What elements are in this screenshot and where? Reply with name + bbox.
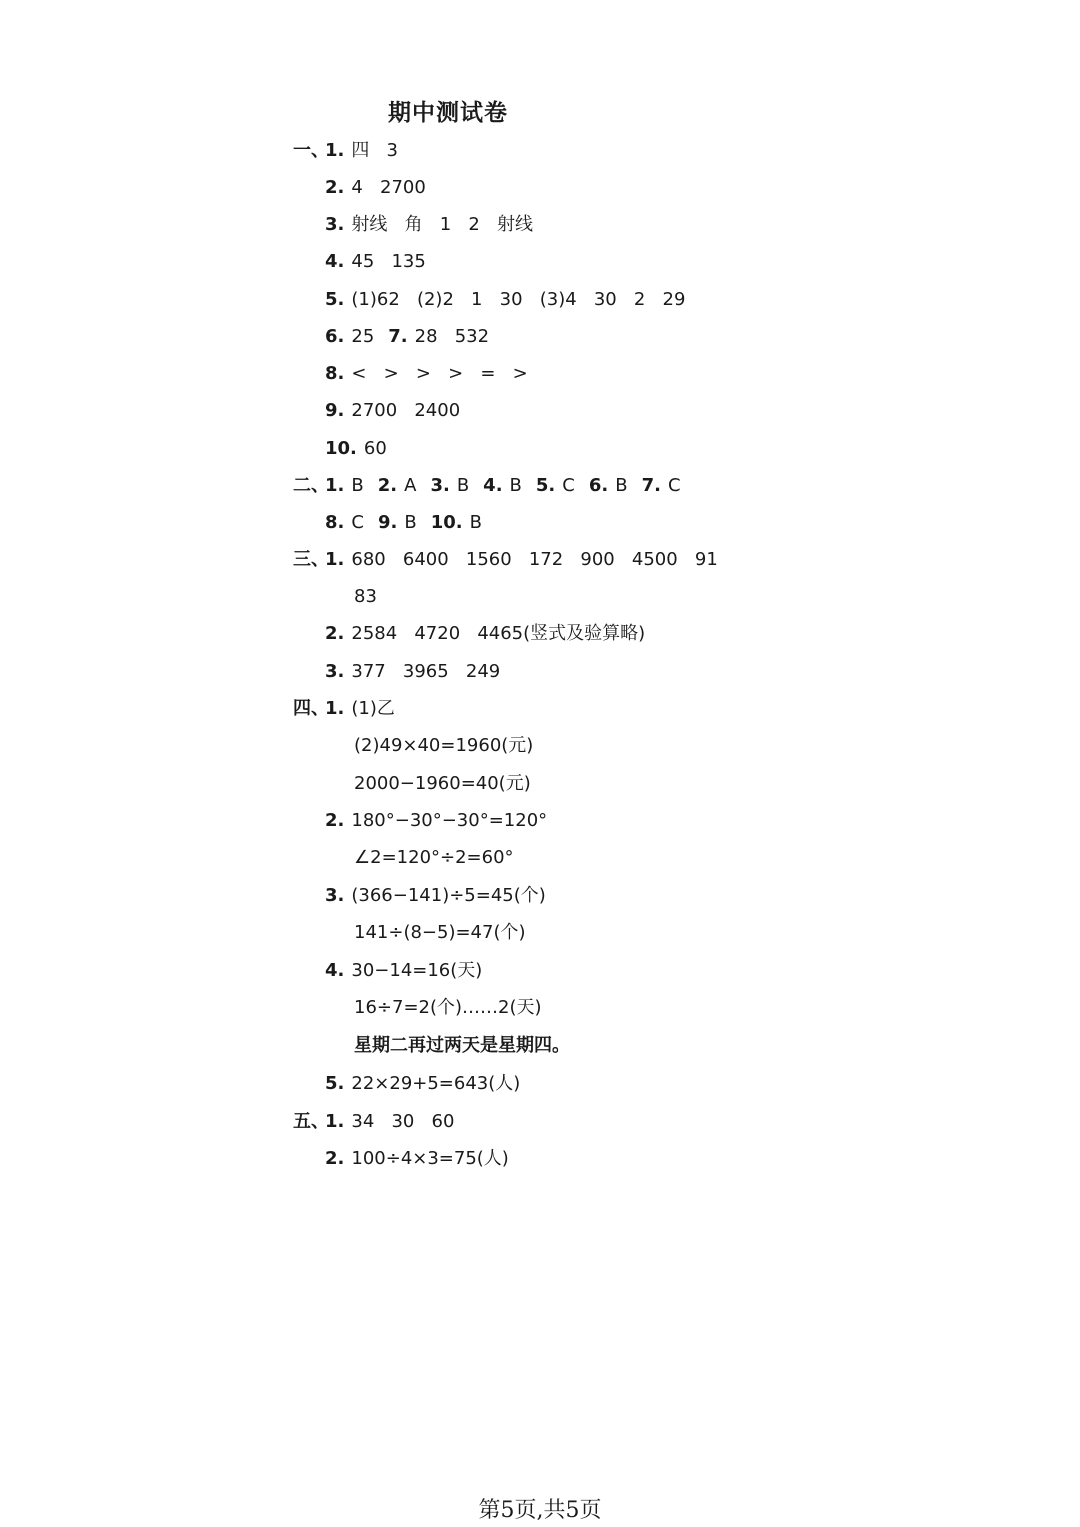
answer-text: 四 3: [351, 140, 398, 161]
answer-line: [325, 174, 426, 202]
item-number: 1.: [325, 1111, 345, 1132]
answer-text: 22×29+5=643(人): [351, 1073, 521, 1094]
item-number: 2.: [325, 623, 345, 644]
answer-line: [325, 695, 395, 723]
answer-line: [325, 620, 645, 648]
section-label: 四、: [293, 698, 329, 719]
answer-text: (366−141)÷5=45(个): [351, 885, 546, 906]
item-number: 1.: [325, 549, 345, 570]
item-number: 7.: [388, 326, 408, 347]
page-title: 期中测试卷: [388, 100, 508, 126]
section-label: 一、: [293, 140, 329, 161]
answer-line: [354, 1032, 570, 1060]
item-number: 10.: [325, 438, 357, 459]
item-number: 3.: [325, 214, 345, 235]
item-number: 3.: [325, 885, 345, 906]
answer-text: 4 2700: [351, 177, 426, 198]
page-footer: 第5页,共5页: [478, 1498, 602, 1523]
answer-line: [325, 1070, 520, 1098]
answer-line: [325, 397, 460, 425]
answer-text: ∠2=120°÷2=60°: [354, 847, 514, 868]
answer-line: [325, 658, 500, 686]
item-number: 9.: [377, 512, 398, 533]
answer-text: 377 3965 249: [351, 661, 501, 682]
item-number: 3.: [430, 475, 450, 496]
answer-line: [354, 770, 531, 798]
answer-line: [354, 994, 542, 1022]
answer-text: 45 135: [351, 251, 426, 272]
answer-text: 141÷(8−5)=47(个): [354, 922, 526, 943]
answer-line: [325, 360, 528, 388]
answer-text: B: [404, 512, 417, 533]
answer-line: [325, 882, 546, 910]
item-number: 2.: [325, 177, 345, 198]
answer-line: [325, 211, 533, 239]
answer-text: 60: [363, 438, 387, 459]
answer-text: 100÷4×3=75(人): [351, 1148, 509, 1169]
answer-text: 180°−30°−30°=120°: [351, 810, 548, 831]
answer-line: [325, 137, 398, 165]
answer-text: 2584 4720 4465(竖式及验算略): [351, 623, 646, 644]
answer-text: 30−14=16(天): [351, 960, 483, 981]
item-number: 1.: [325, 140, 345, 161]
answer-line: [354, 583, 377, 611]
answer-line: [354, 844, 514, 872]
item-number: 3.: [325, 661, 345, 682]
item-number: 4.: [483, 475, 503, 496]
answer-text: B: [469, 512, 482, 533]
answer-line: [325, 957, 482, 985]
item-number: 2.: [325, 810, 345, 831]
answer-line: [354, 919, 526, 947]
answer-text: B: [615, 475, 628, 496]
answer-text: B: [509, 475, 522, 496]
answer-text: < > > > = >: [351, 363, 528, 384]
item-number: 4.: [325, 251, 345, 272]
answer-text: C: [562, 475, 575, 496]
answer-line: [325, 435, 387, 463]
answer-text: 2700 2400: [351, 400, 461, 421]
answer-text: 25: [351, 326, 375, 347]
answer-line: [325, 1145, 509, 1173]
answer-text: 34 30 60: [351, 1111, 455, 1132]
item-number: 5.: [325, 1073, 345, 1094]
answer-line: [325, 1108, 454, 1136]
answer-line: [325, 472, 681, 500]
item-number: 7.: [641, 475, 661, 496]
section-label: 三、: [293, 549, 329, 570]
answer-line: [325, 807, 547, 835]
item-number: 2.: [377, 475, 398, 496]
section-label: 二、: [293, 475, 329, 496]
answer-text: 83: [354, 586, 377, 607]
answer-line: [325, 248, 426, 276]
item-number: 9.: [325, 400, 345, 421]
answer-text: (2)49×40=1960(元): [354, 735, 534, 756]
item-number: 10.: [430, 512, 463, 533]
item-number: 2.: [325, 1148, 345, 1169]
answer-text: B: [456, 475, 470, 496]
item-number: 8.: [325, 512, 345, 533]
answer-text: 680 6400 1560 172 900 4500 91: [351, 549, 718, 570]
item-number: 1.: [325, 698, 345, 719]
item-number: 4.: [325, 960, 345, 981]
answer-text: 星期二再过两天是星期四。: [354, 1035, 570, 1056]
answer-text: C: [667, 475, 681, 496]
item-number: 5.: [325, 289, 345, 310]
item-number: 6.: [325, 326, 345, 347]
answer-line: [325, 323, 489, 351]
answer-text: 2000−1960=40(元): [354, 773, 531, 794]
answer-line: [325, 509, 482, 537]
answer-text: 16÷7=2(个)……2(天): [354, 997, 542, 1018]
answer-line: [354, 732, 533, 760]
answer-text: A: [404, 475, 417, 496]
item-number: 1.: [325, 475, 345, 496]
answer-text: (1)乙: [351, 698, 395, 719]
answer-text: 28 532: [414, 326, 490, 347]
item-number: 6.: [588, 475, 609, 496]
answer-text: 射线 角 1 2 射线: [351, 214, 533, 235]
section-label: 五、: [293, 1111, 329, 1132]
item-number: 8.: [325, 363, 345, 384]
answer-line: [325, 286, 685, 314]
answer-text: C: [351, 512, 364, 533]
answer-line: [325, 546, 718, 574]
item-number: 5.: [535, 475, 556, 496]
answer-text: (1)62 (2)2 1 30 (3)4 30 2 29: [351, 289, 686, 310]
answer-text: B: [351, 475, 364, 496]
